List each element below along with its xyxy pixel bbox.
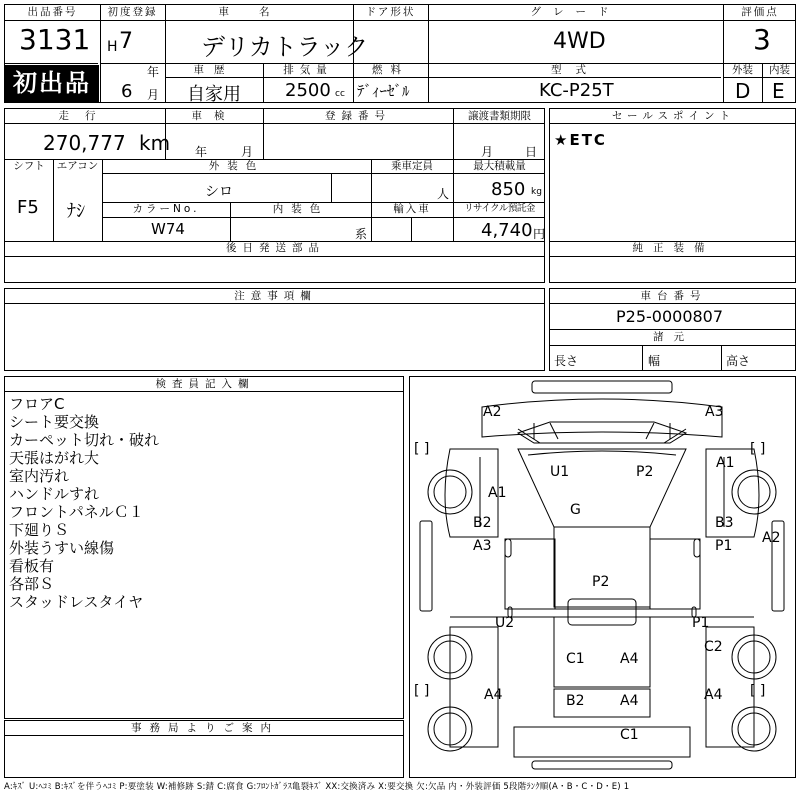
- sales-label: セールスポイント: [611, 110, 736, 122]
- remark-item: 室内汚れ: [9, 467, 70, 485]
- mileage-unit: km: [139, 131, 171, 155]
- car-name-label: 車名: [218, 6, 300, 18]
- recycle-unit: 円: [533, 227, 546, 241]
- remark-item: フロントパネルＣ１: [9, 503, 144, 521]
- mark-a2-tl: A2: [483, 404, 502, 420]
- shift-label: シフト: [13, 160, 45, 172]
- ac: ﾅｼ: [67, 201, 85, 222]
- ext-grade: D: [735, 79, 751, 103]
- sales-points: ★ETC: [554, 131, 607, 149]
- remark-item: 各部Ｓ: [9, 575, 55, 593]
- sales-block: [549, 108, 796, 283]
- displacement: 2500: [285, 80, 331, 101]
- inspection-month-unit: 月: [241, 145, 254, 159]
- mark-a4-l: A4: [484, 687, 503, 703]
- door-label: ドア形状: [365, 6, 416, 18]
- chassis: P25-0000807: [616, 307, 724, 326]
- mark-c2: C2: [704, 639, 723, 655]
- chassis-label: 車台番号: [640, 290, 707, 302]
- mark-b3-r: B3: [715, 515, 734, 531]
- mark-a3-tr: A3: [705, 404, 724, 420]
- transfer-day-unit: 日: [525, 145, 538, 159]
- mark-b2-l: B2: [473, 515, 492, 531]
- model-label: 型式: [551, 64, 600, 76]
- ac-label: エアコン: [56, 160, 99, 172]
- remark-item: フロアC: [9, 395, 65, 413]
- ext-label: 外装: [732, 64, 753, 76]
- vehicle-info-block: [4, 108, 545, 283]
- int-label: 内装: [769, 64, 790, 76]
- remark-item: ハンドルすれ: [9, 485, 100, 503]
- history: 自家用: [187, 84, 241, 105]
- reg-no-label: 登録番号: [325, 110, 391, 122]
- mark-c1-b: C1: [620, 727, 639, 743]
- first-reg-label: 初度登録: [107, 6, 158, 18]
- mileage-label: 走行: [58, 110, 112, 122]
- int-color-unit: 系: [355, 227, 368, 241]
- later-parts-label: 後日発送部品: [226, 242, 325, 254]
- int-color-label: 内装色: [272, 203, 329, 215]
- transfer-month-unit: 月: [481, 145, 494, 159]
- remark-item: スタッドレスタイヤ: [9, 593, 144, 611]
- mark-u1: U1: [550, 464, 570, 480]
- ext-color: シロ: [205, 184, 233, 200]
- office-label: 事務局よりご案内: [131, 722, 279, 734]
- notes-label: 注意事項欄: [234, 290, 317, 302]
- lot-number: 3131: [19, 23, 91, 56]
- era: H: [107, 39, 118, 55]
- genuine-label: 純正装備: [632, 242, 715, 254]
- model: KC-P25T: [539, 80, 614, 101]
- remarks-list: [9, 395, 159, 611]
- inspector-block: [4, 376, 404, 719]
- grade: 4WD: [553, 29, 606, 54]
- score: 3: [753, 23, 771, 56]
- recycle: 4,740: [481, 220, 533, 241]
- notes-block: [4, 288, 545, 371]
- remark-item: シート要交換: [9, 413, 100, 431]
- fuel: ﾃﾞｨｰｾﾞﾙ: [357, 82, 410, 100]
- bracket-left-1: [ ]: [414, 441, 430, 457]
- mark-a3-l: A3: [473, 538, 492, 554]
- inspector-label: 検査員記入欄: [155, 378, 255, 390]
- remark-item: 天張はがれ大: [9, 449, 100, 467]
- int-grade: E: [772, 79, 785, 103]
- reg-month: 6: [121, 81, 133, 102]
- lot-label: 出品番号: [27, 6, 78, 18]
- header-block: [4, 4, 796, 103]
- capacity-unit: 人: [437, 187, 450, 201]
- max-load-unit: kg: [531, 187, 542, 197]
- width-label: 幅: [648, 354, 661, 368]
- mark-p2-top: P2: [636, 464, 654, 480]
- bracket-left-2: [ ]: [414, 683, 430, 699]
- import-label: 輸入車: [393, 203, 431, 215]
- max-load: 850: [491, 179, 526, 200]
- inspection-year-unit: 年: [195, 145, 208, 159]
- bracket-right-2: [ ]: [750, 683, 766, 699]
- color-no: W74: [151, 220, 185, 238]
- shift: F5: [17, 197, 39, 218]
- mark-a4-b: A4: [620, 693, 639, 709]
- displacement-unit: cc: [335, 89, 345, 99]
- color-no-label: カラーNo.: [132, 203, 200, 215]
- mark-b2-b: B2: [566, 693, 585, 709]
- first-listing-badge: 初出品: [5, 65, 99, 102]
- remark-item: 下廻りＳ: [9, 521, 70, 539]
- office-block: [4, 720, 404, 778]
- height-label: 高さ: [726, 354, 751, 368]
- mark-a4-r: A4: [704, 687, 723, 703]
- length-label: 長さ: [554, 354, 579, 368]
- mark-p1-r: P1: [715, 538, 733, 554]
- displacement-label: 排気量: [283, 64, 333, 76]
- mark-p2-mid: P2: [592, 574, 610, 590]
- mileage: 270,777: [43, 131, 126, 155]
- bracket-right-1: [ ]: [750, 441, 766, 457]
- chassis-block: [549, 288, 796, 371]
- year-unit: 年: [147, 65, 160, 79]
- grade-label: グレード: [530, 6, 621, 18]
- legend: A:ｷｽﾞ U:ﾍｺﾐ B:ｷｽﾞを伴うﾍｺﾐ P:要塗装 W:補修跡 S:錆 C:腐食 G:ﾌﾛﾝﾄｶﾞﾗｽ亀裂ｷｽﾞ XX:交換済み X:要交換 欠:欠品 内・外装評価 5段階ﾗﾝｸ順(A・B・C・D・E) 1: [4, 782, 630, 792]
- mark-p1-mid: P1: [692, 615, 710, 631]
- damage-diagram: [409, 376, 796, 778]
- mark-a4-c: A4: [620, 651, 639, 667]
- fuel-label: 燃料: [372, 64, 409, 76]
- remark-item: 看板有: [9, 557, 55, 575]
- car-name: デリカトラック: [201, 33, 369, 61]
- mark-g: G: [570, 502, 581, 518]
- month-unit: 月: [147, 88, 160, 102]
- remark-item: 外装うすい線傷: [9, 539, 115, 557]
- max-load-label: 最大積載量: [473, 160, 526, 172]
- capacity-label: 乗車定員: [391, 160, 433, 172]
- mark-u2: U2: [495, 615, 515, 631]
- mark-a2-r: A2: [762, 530, 781, 546]
- mark-a1-r: A1: [716, 455, 735, 471]
- mark-a1-l: A1: [488, 485, 507, 501]
- history-label: 車歴: [193, 64, 235, 76]
- ext-color-label: 外装色: [208, 160, 265, 172]
- mark-c1-c: C1: [566, 651, 585, 667]
- recycle-label: リサイクル預託金: [464, 203, 535, 214]
- dims-label: 諸元: [653, 331, 694, 343]
- inspection-label: 車検: [191, 110, 237, 122]
- transfer-label: 譲渡書類期限: [468, 110, 531, 122]
- reg-year: 7: [119, 29, 133, 54]
- remark-item: カーペット切れ・破れ: [9, 431, 160, 449]
- score-label: 評価点: [741, 6, 779, 18]
